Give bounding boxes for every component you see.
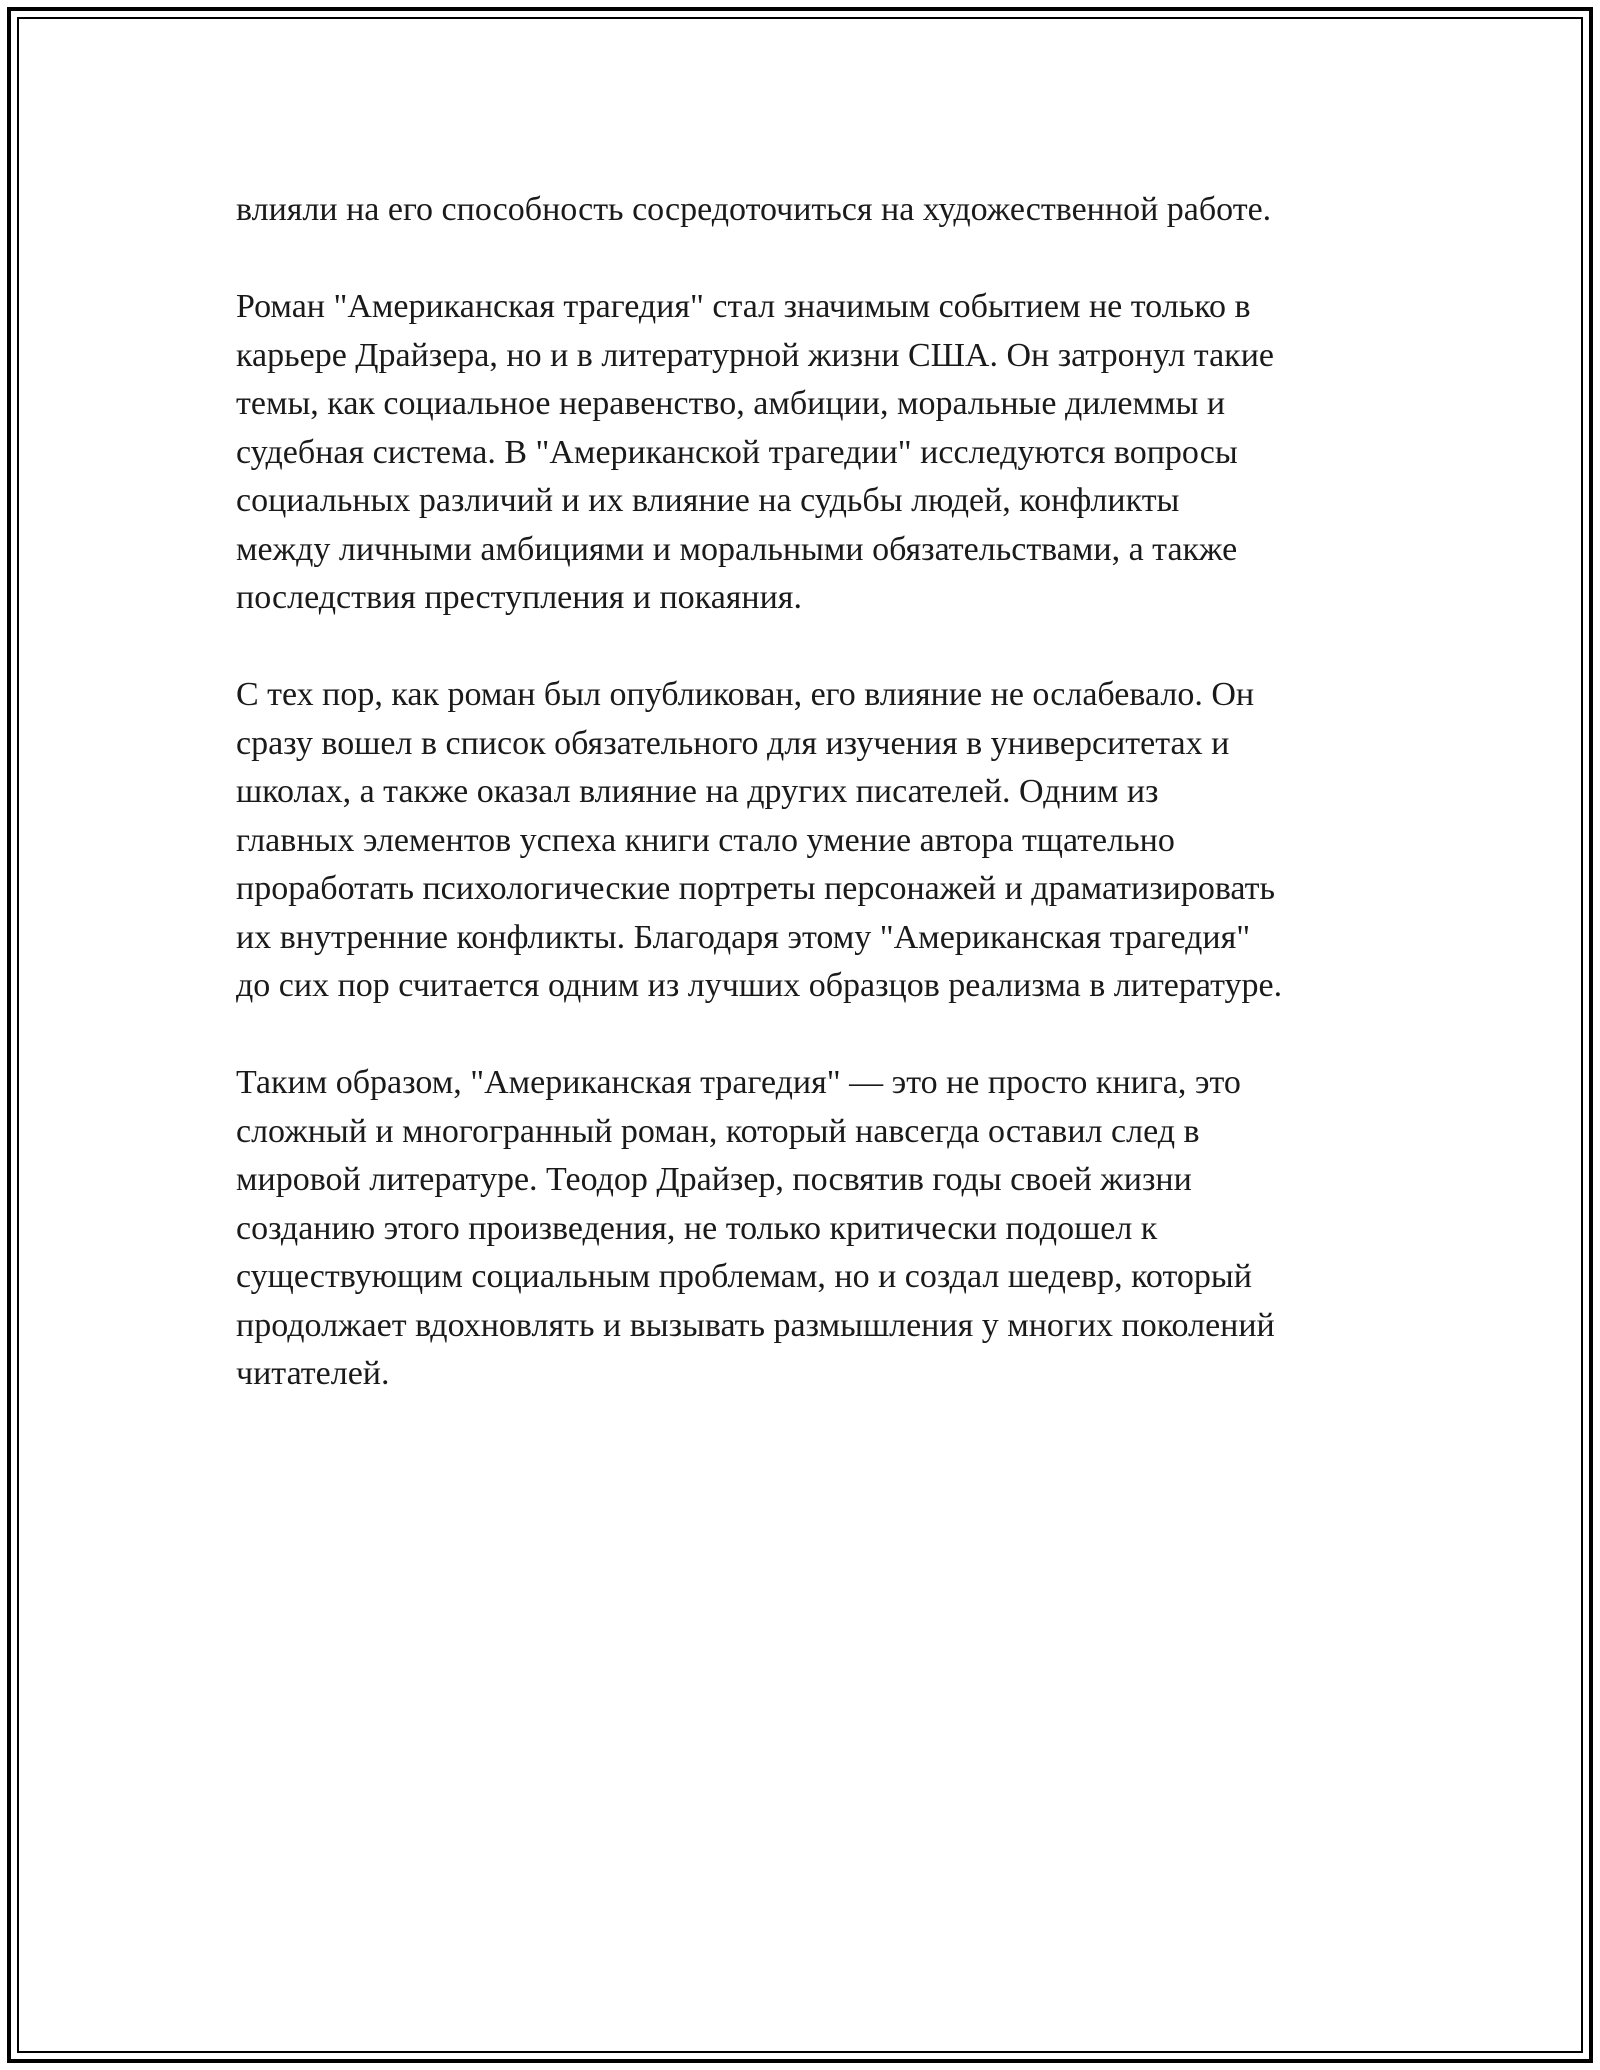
text-line: главных элементов успеха книги стало умение автора тщательно bbox=[236, 821, 1175, 859]
text-line: темы, как социальное неравенство, амбиции, моральные дилеммы и bbox=[236, 385, 1226, 422]
text-line: сложный и многогранный роман, который навсегда оставил след в bbox=[236, 1112, 1200, 1150]
text-line: влияли на его способность сосредоточиться на художественной работе. bbox=[236, 191, 1272, 228]
text-line: до сих пор считается одним из лучших образцов реализма в литературе. bbox=[236, 967, 1283, 1004]
text-line: последствия преступления и покаяния. bbox=[236, 579, 802, 616]
text-line: Таким образом, "Американская трагедия" — это не просто книга, это bbox=[236, 1064, 1241, 1101]
paragraph-1 bbox=[236, 186, 1366, 235]
text-line: созданию этого произведения, не только критически подошел к bbox=[236, 1209, 1158, 1247]
text-line: судебная система. В "Американской трагедии" исследуются вопросы bbox=[236, 433, 1238, 471]
paragraph-2 bbox=[236, 283, 1366, 623]
text-line: между личными амбициями и моральными обязательствами, а также bbox=[236, 530, 1238, 568]
text-line: карьере Драйзера, но и в литературной жизни США. Он затронул такие bbox=[236, 336, 1274, 374]
text-line: школах, а также оказал влияние на других писателей. Одним из bbox=[236, 773, 1159, 810]
document-body bbox=[236, 186, 1366, 1447]
text-line: Роман "Американская трагедия" стал значимым событием не только в bbox=[236, 288, 1251, 325]
text-line: существующим социальным проблемам, но и создал шедевр, который bbox=[236, 1258, 1252, 1295]
text-line: продолжает вдохновлять и вызывать размышления у многих поколений bbox=[236, 1306, 1275, 1344]
paragraph-3 bbox=[236, 671, 1366, 1011]
text-line: социальных различий и их влияние на судьбы людей, конфликты bbox=[236, 482, 1180, 519]
text-line: сразу вошел в список обязательного для изучения в университетах и bbox=[236, 724, 1230, 762]
text-line: читателей. bbox=[236, 1355, 390, 1392]
text-line: С тех пор, как роман был опубликован, его влияние не ослабевало. Он bbox=[236, 676, 1255, 713]
text-line: проработать психологические портреты персонажей и драматизировать bbox=[236, 870, 1276, 907]
paragraph-4 bbox=[236, 1059, 1366, 1399]
text-line: их внутренние конфликты. Благодаря этому "Американская трагедия" bbox=[236, 918, 1251, 956]
text-line: мировой литературе. Теодор Драйзер, посвятив годы своей жизни bbox=[236, 1161, 1192, 1198]
